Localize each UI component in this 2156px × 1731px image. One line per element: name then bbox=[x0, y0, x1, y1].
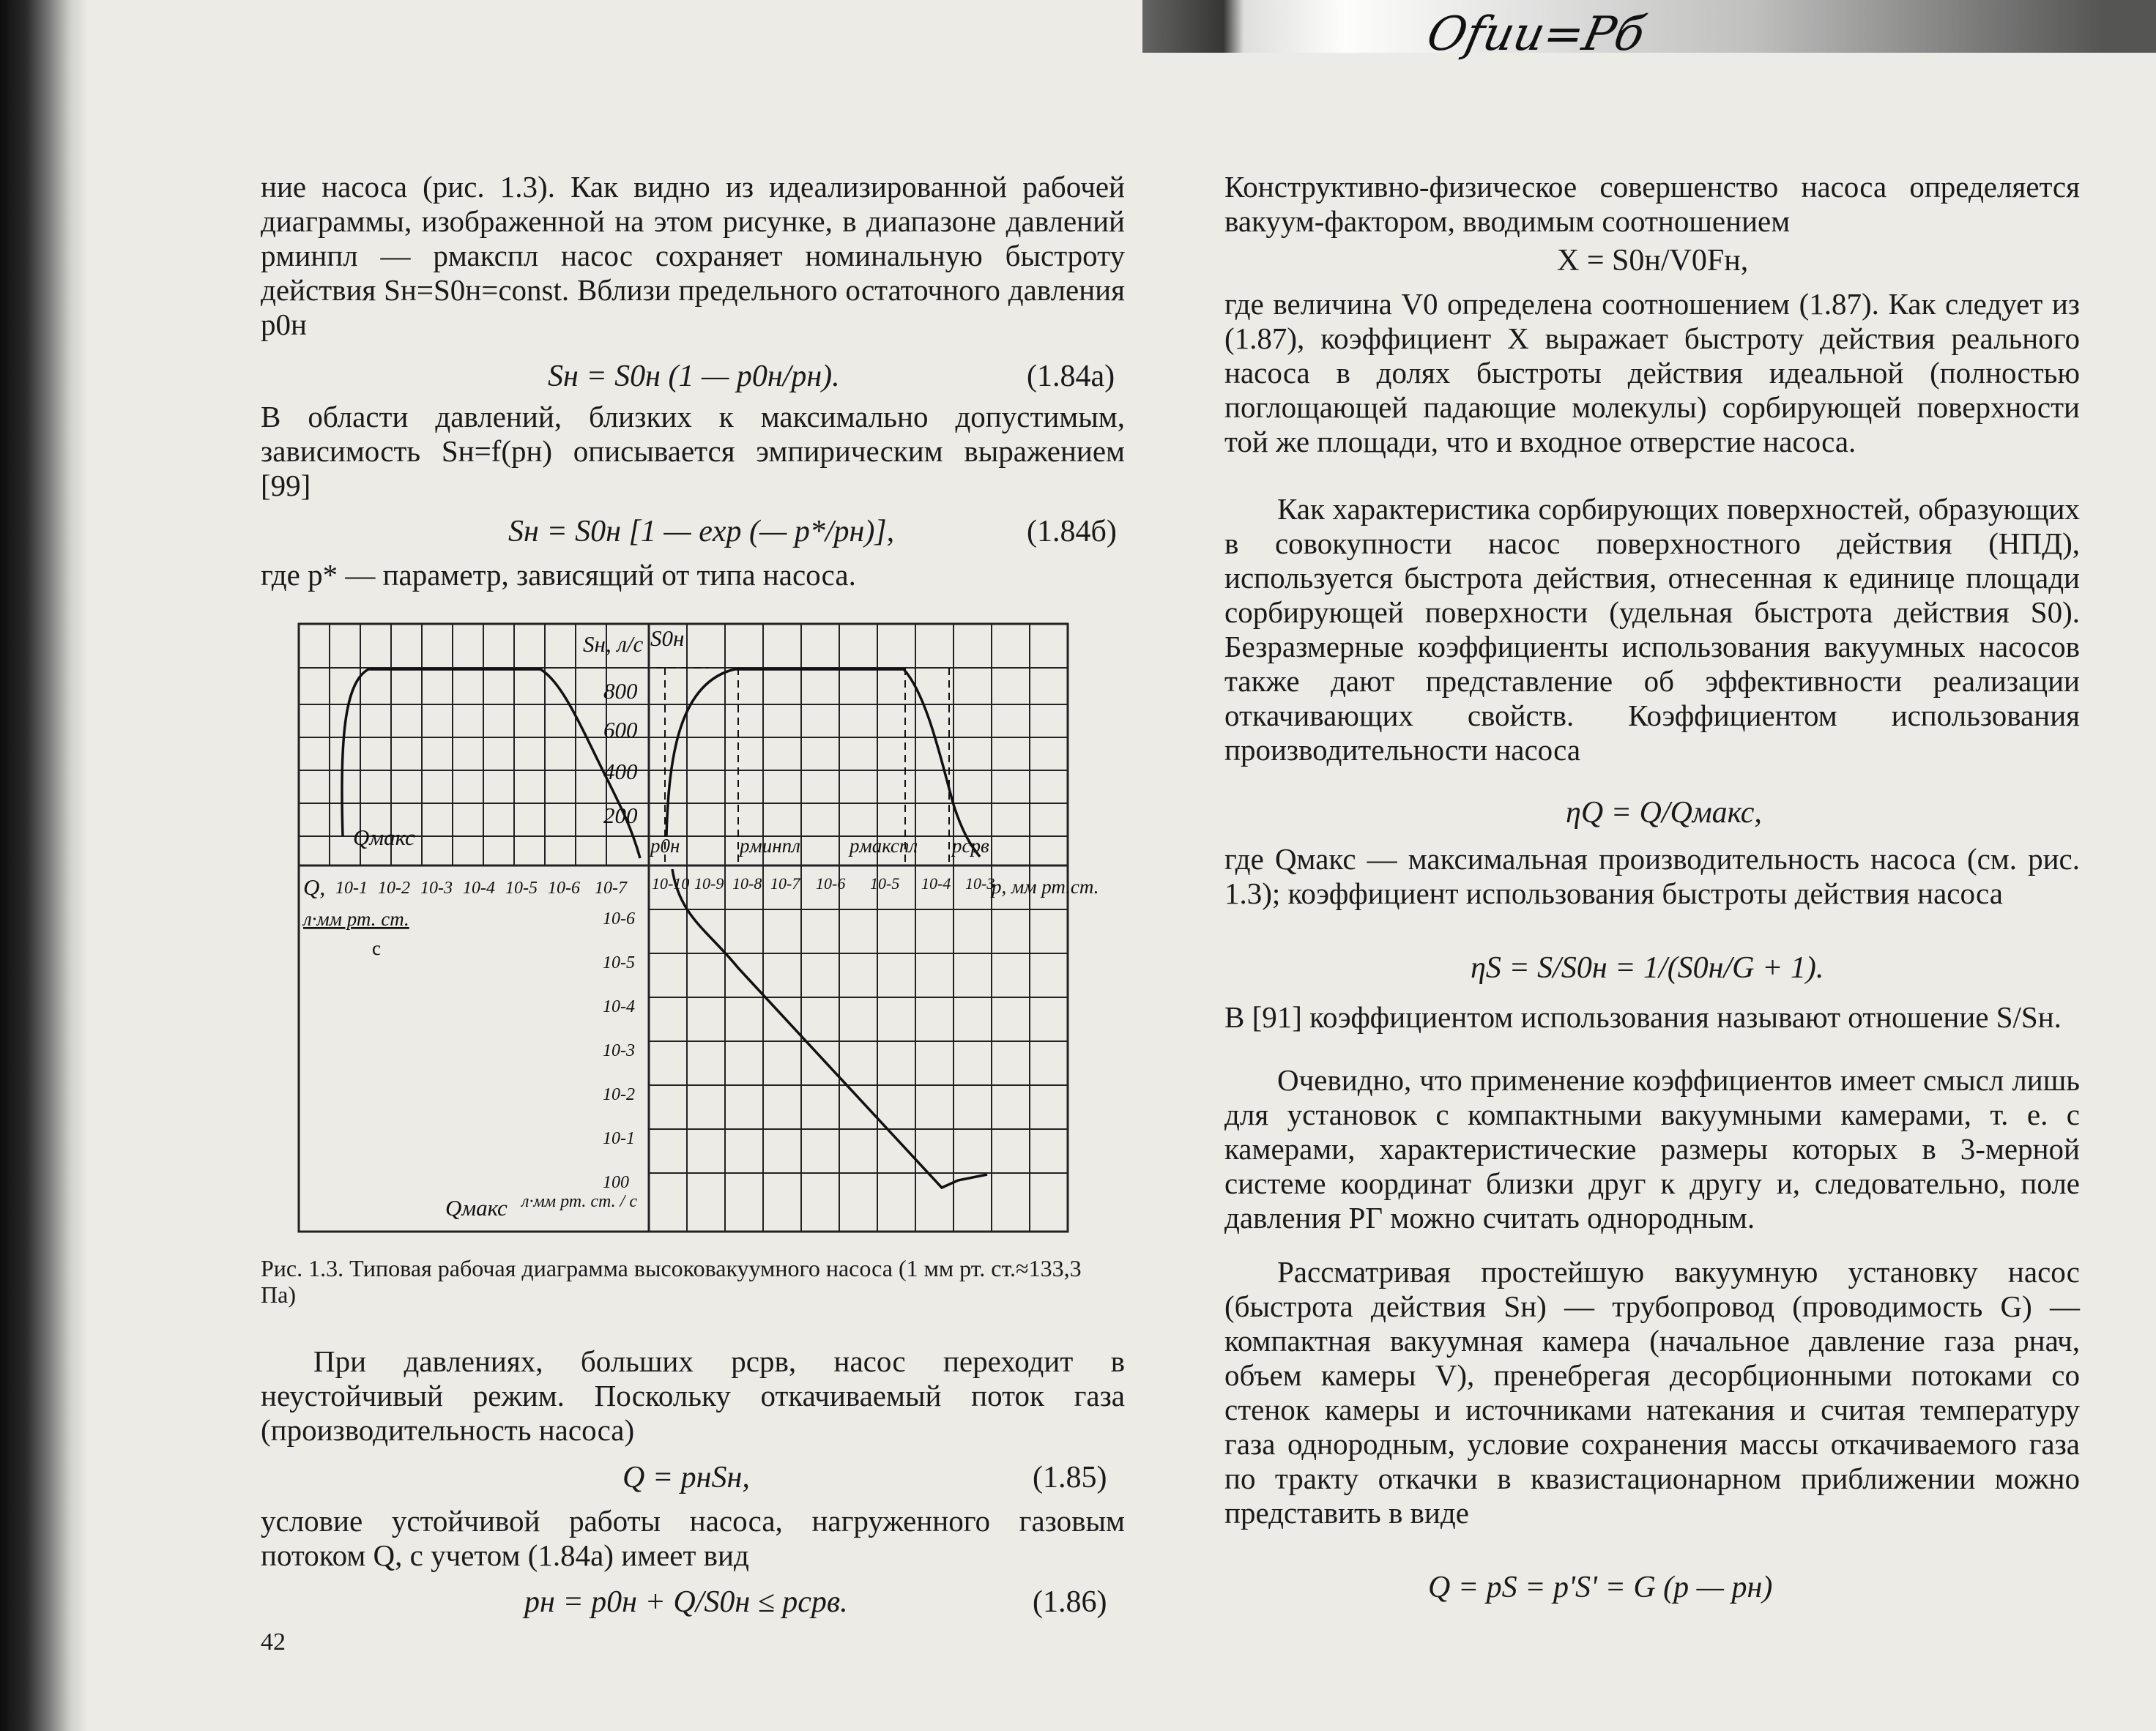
curve-s-vs-p bbox=[666, 669, 980, 857]
left-equation-185: Q = pнSн, bbox=[622, 1461, 750, 1494]
q-tick-3: 10-4 bbox=[463, 879, 495, 898]
s-tick-600: 600 bbox=[603, 717, 638, 742]
q-tick-0: 10-1 bbox=[335, 879, 368, 898]
p-tick-2: 10-8 bbox=[732, 874, 762, 893]
marker-psrv: pсрв bbox=[952, 835, 989, 857]
p-tick-0: 10-10 bbox=[652, 874, 690, 893]
right-equation-etas: ηS = S/S0н = 1/(S0н/G + 1). bbox=[1471, 951, 1824, 985]
right-paragraph-1: Конструктивно-физическое совершенство насоса определяется вакуум-фактором, вводимым соотношением bbox=[1224, 170, 2080, 238]
right-paragraph-4: где Qмакс — максимальная производительность насоса (см. рис. 1.3); коэффициент использования быстроты действия насоса bbox=[1224, 842, 2080, 910]
p-tick-5: 10-5 bbox=[870, 874, 900, 893]
book-binding-shadow bbox=[0, 0, 88, 1731]
curve-q-vs-p bbox=[672, 869, 987, 1188]
p-tick-3: 10-7 bbox=[770, 874, 800, 893]
right-paragraph-3: Как характеристика сорбирующих поверхностей, образующих в совокупности насос поверхностного действия (НПД), используется быстрота действия, отнесенная к единице площади сорбирующей поверхности (удельная быстрота действия S0). Безразмерные коэффициенты использования вакуумных насосов также дают представление об эффективности реализации откачивающих свойств. Коэффициентом использования производительности насоса bbox=[1224, 492, 2080, 767]
p-tick-7: 10-3 bbox=[965, 874, 995, 893]
left-equation-184a-number: (1.84а) bbox=[1027, 360, 1115, 393]
left-paragraph-3: где p* — параметр, зависящий от типа насоса. bbox=[261, 558, 856, 592]
left-equation-184b-number: (1.84б) bbox=[1027, 515, 1117, 548]
right-paragraph-7: Рассматривая простейшую вакуумную установку насос (быстрота действия Sн) — трубопровод (проводимость G) — компактная вакуумная камера (начальное давление газа pнач, объем камеры V), пренебрегая десорбционными потоками со стенок камеры и источниками натекания и считая температуру газа однородным, условие сохранения массы откачиваемого газа по тракту откачки в квазистационарном приближении можно представить в виде bbox=[1224, 1255, 2080, 1530]
left-paragraph-2: В области давлений, близких к максимально допустимым, зависимость Sн=f(pн) описывается эмпирическим выражением [99] bbox=[261, 400, 1125, 502]
p-tick-6: 10-4 bbox=[921, 874, 951, 893]
s0-label: S0н bbox=[650, 625, 685, 651]
q-tick-2: 10-3 bbox=[420, 879, 453, 898]
marker-pmin: pминпл bbox=[740, 835, 800, 857]
right-paragraph-2: где величина V0 определена соотношением (1.87). Как следует из (1.87), коэффициент X выражает быстроту действия реального насоса в долях быстроты действия идеальной (полностью поглощающей падающие молекулы) сорбирующей поверхности той же площади, что и входное отверстие насоса. bbox=[1224, 287, 2080, 458]
s-axis-label: Sн, л/с bbox=[583, 631, 644, 657]
lower-left-blank bbox=[300, 902, 644, 1230]
pump-diagram-figure bbox=[299, 624, 1099, 1233]
qd-tick-3: 10-3 bbox=[603, 1041, 635, 1060]
left-equation-185-number: (1.85) bbox=[1033, 1461, 1107, 1494]
s-tick-200: 200 bbox=[603, 803, 638, 828]
qd-tick-1: 10-5 bbox=[603, 953, 635, 972]
handwritten-note: Ofuu=Pб bbox=[1422, 7, 1650, 62]
qd-tick-5: 10-1 bbox=[603, 1129, 635, 1148]
left-paragraph-4: При давлениях, больших pсрв, насос переходит в неустойчивый режим. Поскольку откачиваемый поток газа (производительность насоса) bbox=[261, 1344, 1125, 1447]
p-tick-4: 10-6 bbox=[816, 874, 846, 893]
left-equation-184b: Sн = S0н [1 — exp (— p*/pн)], bbox=[508, 515, 895, 548]
right-equation-vacuum-factor: X = S0н/V0Fн, bbox=[1557, 244, 1749, 278]
qmax-bottom-unit: л·мм рт. ст. / с bbox=[521, 1192, 638, 1211]
qd-tick-4: 10-2 bbox=[603, 1085, 635, 1104]
page-number: 42 bbox=[261, 1628, 286, 1656]
p-axis-label: p, мм рт.ст. bbox=[992, 876, 1099, 898]
qmax-bottom-label: Qмакс bbox=[445, 1195, 508, 1221]
figure-caption: Рис. 1.3. Типовая рабочая диаграмма высоковакуумного насоса (1 мм рт. ст.≈133,3 Па) bbox=[261, 1255, 1082, 1308]
right-equation-mass-conservation: Q = pS = p'S' = G (p — pн) bbox=[1428, 1571, 1773, 1604]
right-equation-etaq: ηQ = Q/Qмакс, bbox=[1566, 796, 1762, 830]
left-paragraph-1: ние насоса (рис. 1.3). Как видно из идеализированной рабочей диаграммы, изображенной на этом рисунке, в диапазоне давлений pминпл — pмакспл насос сохраняет номинальную быстроту действия Sн=S0н=const. Вблизи предельного остаточного давления p0н bbox=[261, 170, 1125, 341]
left-equation-184a: Sн = S0н (1 — p0н/pн). bbox=[548, 360, 840, 393]
left-equation-186: pн = p0н + Q/S0н ≤ pсрв. bbox=[524, 1585, 848, 1619]
q-unit-top: л·мм рт. ст. bbox=[303, 908, 409, 930]
left-equation-186-number: (1.86) bbox=[1033, 1585, 1107, 1619]
qd-tick-0: 10-6 bbox=[603, 909, 635, 928]
qd-tick-6: 100 bbox=[603, 1173, 629, 1192]
marker-p0n: p0н bbox=[650, 835, 680, 857]
q-unit-bottom: с bbox=[372, 937, 381, 959]
s-tick-400: 400 bbox=[603, 759, 638, 784]
q-tick-6: 10-7 bbox=[595, 879, 627, 898]
s-tick-800: 800 bbox=[603, 678, 638, 704]
p-tick-1: 10-9 bbox=[694, 874, 724, 893]
qd-tick-2: 10-4 bbox=[603, 997, 635, 1016]
q-tick-5: 10-6 bbox=[548, 879, 580, 898]
left-paragraph-5: условие устойчивой работы насоса, нагруженного газовым потоком Q, с учетом (1.84а) имеет вид bbox=[261, 1504, 1125, 1572]
q-tick-4: 10-5 bbox=[505, 879, 538, 898]
q-tick-1: 10-2 bbox=[378, 879, 410, 898]
qmax-top-label: Qмакс bbox=[353, 824, 415, 850]
marker-pmax: pмакспл bbox=[850, 835, 918, 857]
right-paragraph-6: Очевидно, что применение коэффициентов имеет смысл лишь для установок с компактными вакуумными камерами, т. е. с камерами, характеристические размеры которых в 3-мерной системе координат близки друг к другу и, следовательно, поле давления РГ можно считать однородным. bbox=[1224, 1063, 2080, 1235]
right-paragraph-5: В [91] коэффициентом использования называют отношение S/Sн. bbox=[1224, 1000, 2062, 1034]
q-axis-label: Q, bbox=[303, 874, 326, 900]
